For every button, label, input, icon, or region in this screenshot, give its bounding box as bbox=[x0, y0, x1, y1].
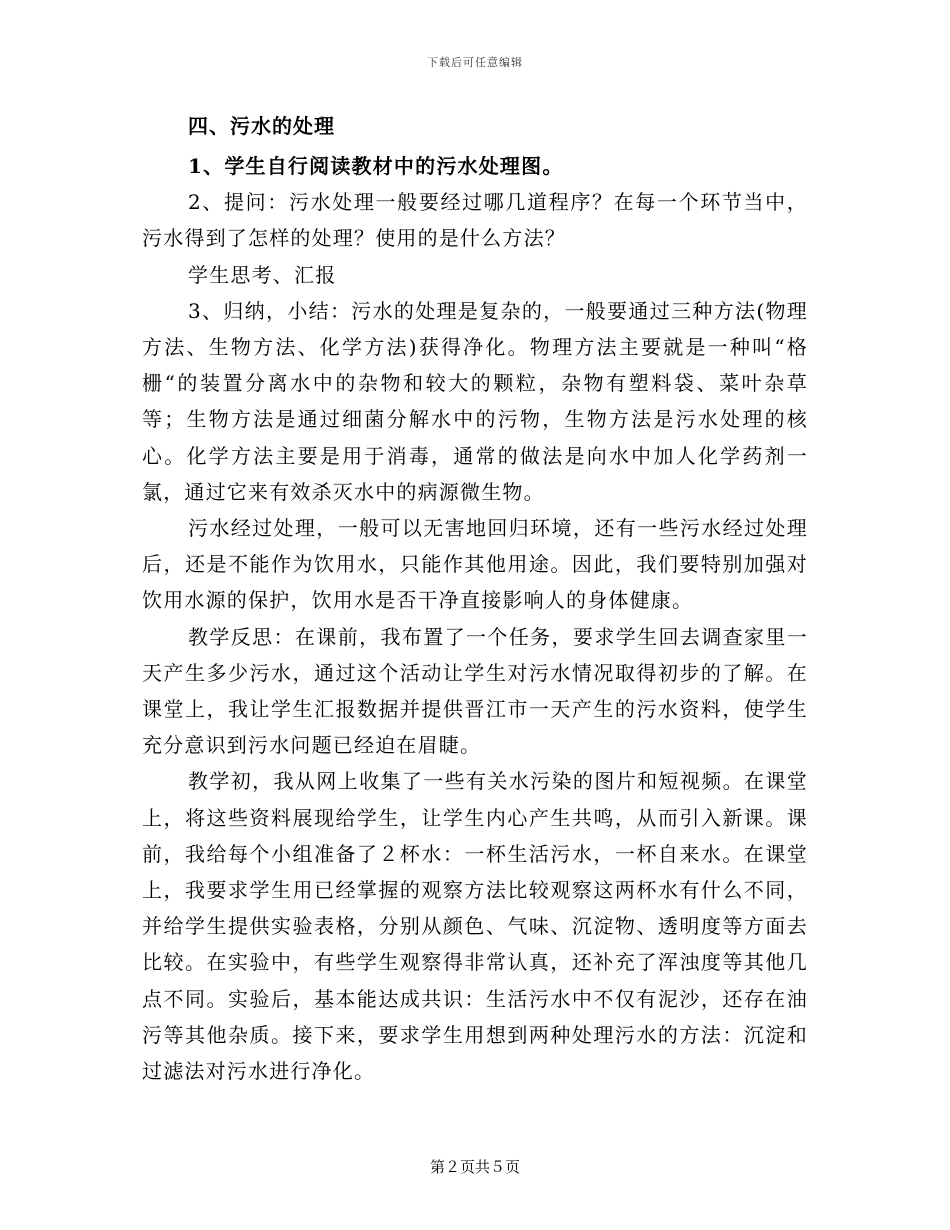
main-content bbox=[142, 108, 808, 1089]
section-heading: 四、污水的处理 bbox=[188, 114, 335, 138]
paragraph-6: 教学反思：在课前，我布置了一个任务，要求学生回去调查家里一天产生多少污水，通过这个活动让学生对污水情况取得初步的了解。在课堂上，我让学生汇报数据并提供晋江市一天产生的污水资料，使学生充分意识到污水问题已经迫在眉睫。 bbox=[142, 624, 808, 758]
header-note: 下载后可任意编辑 bbox=[427, 56, 523, 69]
paragraph-5: 污水经过处理，一般可以无害地回归环境，还有一些污水经过处理后，还是不能作为饮用水，只能作其他用途。因此，我们要特别加强对饮用水源的保护，饮用水是否干净直接影响人的身体健康。 bbox=[142, 516, 808, 613]
paragraph-2: 2、提问：污水处理一般要经过哪几道程序？在每一个环节当中，污水得到了怎样的处理？使用的是什么方法？ bbox=[142, 190, 808, 251]
page-number: 第２页共５页 bbox=[429, 1158, 520, 1176]
paragraph-4: 3、归纳，小结：污水的处理是复杂的，一般要通过三种方法(物理方法、生物方法、化学方法)获得净化。物理方法主要就是一种叫“格栅“的装置分离水中的杂物和较大的颗粒，杂物有塑料袋、菜叶杂草等；生物方法是通过细菌分解水中的污物，生物方法是污水处理的核心。化学方法主要是用于消毒，通常的做法是向水中加人化学药剂一氯，通过它来有效杀灭水中的病源微生物。 bbox=[142, 298, 808, 504]
paragraph-3: 学生思考、汇报 bbox=[188, 262, 337, 287]
paragraph-1: 1、学生自行阅读教材中的污水处理图。 bbox=[188, 154, 564, 178]
paragraph-7: 教学初，我从网上收集了一些有关水污染的图片和短视频。在课堂上，将这些资料展现给学生，让学生内心产生共鸣，从而引入新课。课前，我给每个小组准备了２杯水：一杯生活污水，一杯自来水。在课堂上，我要求学生用已经掌握的观察方法比较观察这两杯水有什么不同，并给学生提供实验表格，分别从颜色、气味、沉淀物、透明度等方面去比较。在实验中，有些学生观察得非常认真，还补充了浑浊度等其他几点不同。实验后，基本能达成共识：生活污水中不仅有泥沙，还存在油污等其他杂质。接下来，要求学生用想到两种处理污水的方法：沉淀和过滤法对污水进行净化。 bbox=[142, 769, 808, 1084]
